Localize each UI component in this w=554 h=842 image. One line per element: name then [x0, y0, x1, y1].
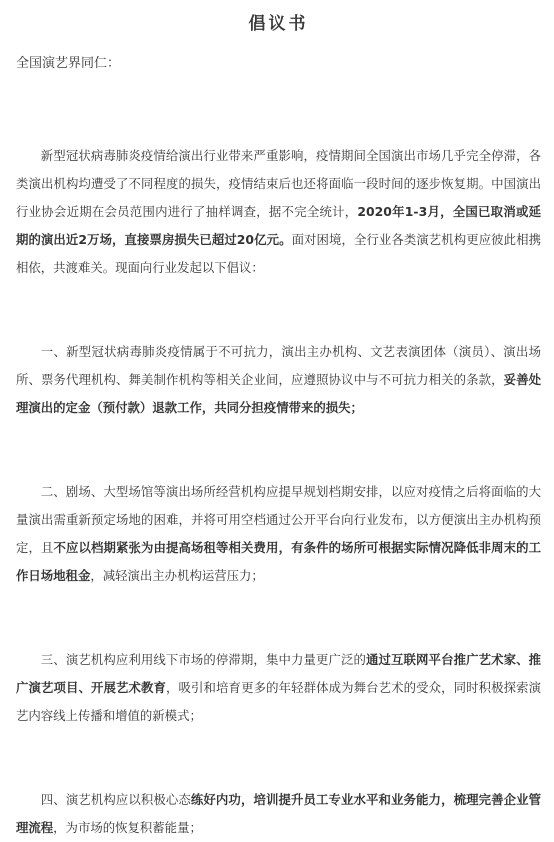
body-text: ，减轻演出主办机构运营压力； [90, 568, 264, 583]
paragraph-point-3 [16, 646, 541, 730]
body-text: 一、新型冠状病毒肺炎疫情属于不可抗力，演出主办机构、文艺表演团体（演员）、演出场所、票务代理机构、舞美制作机构等相关企业间，应遵照协议中与不可抗力相关的条款， [16, 344, 541, 387]
body-text: 三、演艺机构应利用线下市场的停滞期，集中力量更广泛的 [40, 652, 367, 667]
paragraph-point-4 [16, 786, 541, 842]
body-text: 四、演艺机构应以积极心态 [40, 792, 191, 807]
body-text: 面对困境，全行业各类演艺机构更应彼此相携相依，共渡难关。现面向行业发起以下倡议： [16, 232, 541, 275]
paragraph-intro [16, 142, 541, 282]
emphasis-text: 通过互联网平台推广艺术家、推广演艺项目、开展艺术教育 [16, 652, 542, 695]
document-title: 倡议书 [248, 14, 309, 34]
body-text: ，为市场的恢复积蓄能量； [53, 820, 202, 835]
paragraph-point-2 [16, 478, 541, 590]
body-text: 新型冠状病毒肺炎疫情给演出行业带来严重影响，疫情期间全国演出市场几乎完全停滞，各类演出机构均遭受了不同程度的损失，疫情结束后也还将面临一段时间的逐步恢复期。中国演出行业协会近期在会员范围内进行了抽样调查，据不完全统计， [16, 148, 541, 219]
emphasis-text: 练好内功，培训提升员工专业水平和业务能力，梳理完善企业管理流程 [16, 792, 542, 835]
body-text: 二、剧场、大型场馆等演出场所经营机构应提早规划档期安排，以应对疫情之后将面临的大量演出需重新预定场地的困难，并将可用空档通过公开平台向行业发布，以方便演出主办机构预定，且 [16, 484, 541, 555]
emphasis-text: 2020年1-3月，全国已取消或延期的演出近2万场，直接票房损失已超过20亿元。 [16, 204, 541, 247]
body-text: ，吸引和培育更多的年轻群体成为舞台艺术的受众，同时积极探索演艺内容线上传播和增值的新模式； [16, 680, 542, 723]
paragraph-point-1 [16, 338, 541, 422]
salutation: 全国演艺界同仁： [16, 56, 121, 71]
emphasis-text: 不应以档期紧张为由提高场租等相关费用，有条件的场所可根据实际情况降低非周末的工作日场地租金 [16, 540, 542, 583]
emphasis-text: 妥善处理演出的定金（预付款）退款工作，共同分担疫情带来的损失； [16, 372, 542, 415]
